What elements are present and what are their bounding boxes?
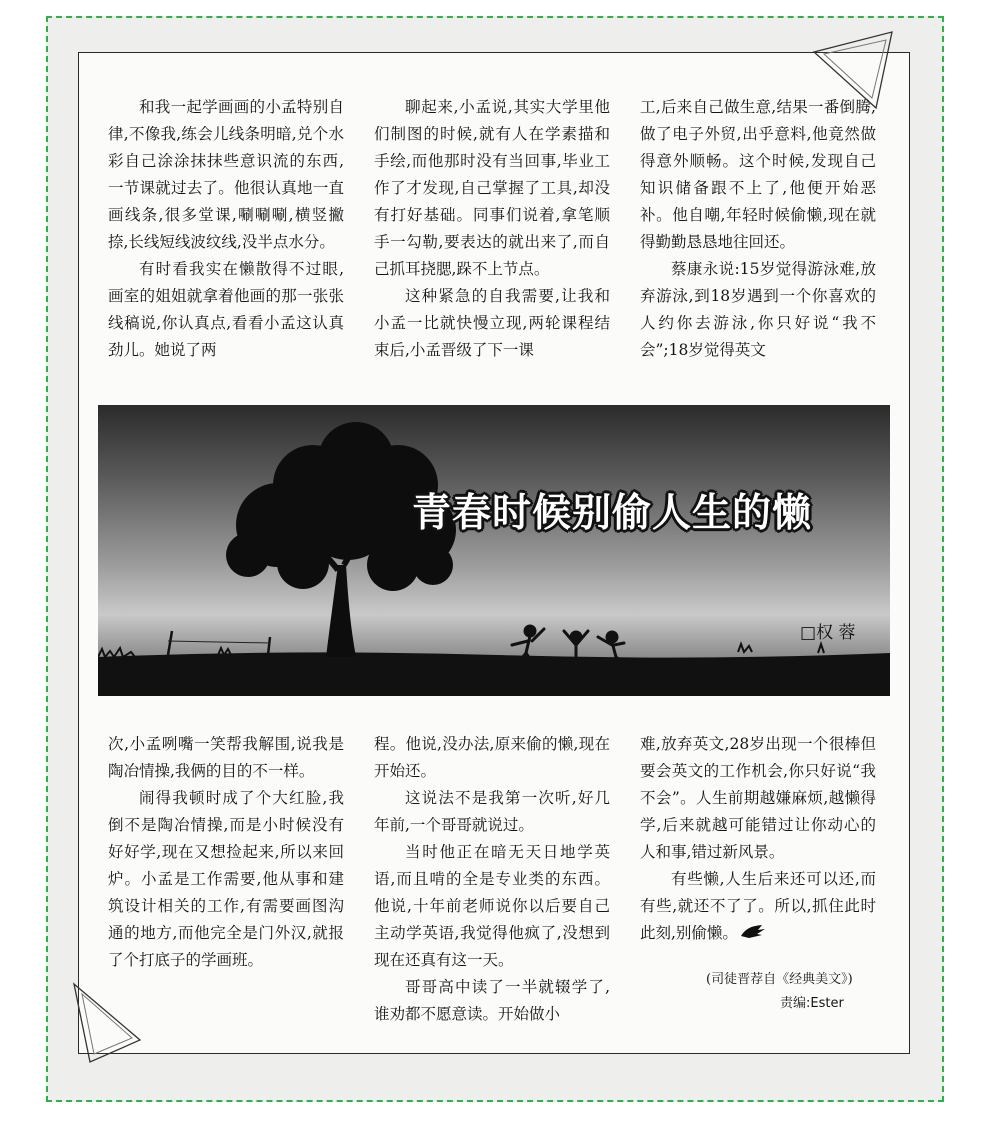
paragraph: 闹得我顿时成了个大红脸,我倒不是陶冶情操,而是小时候没有好好学,现在又想捡起来,所以来回炉。小孟是工作需要,他从事和建筑设计相关的工作,有需要画图沟通的地方,而他完全是门外汉,就报了个打底子的学画班。: [108, 789, 344, 969]
paragraph: 工,后来自己做生意,结果一番倒腾,做了电子外贸,出乎意料,他竟然做得意外顺畅。这个时候,发现自己知识储备跟不上了,他便开始恶补。他自嘲,年轻时候偷懒,现在就得勤勤恳恳地往回还。: [640, 98, 876, 251]
source-note: (司徒晋荐自《经典美文》): [706, 972, 853, 987]
closing-text: 有些懒,人生后来还可以还,而有些,就还不了了。所以,抓住此时此刻,别偷懒。: [640, 870, 876, 942]
author-name: 权 蓉: [816, 623, 856, 643]
paragraph: 这种紧急的自我需要,让我和小孟一比就快慢立现,两轮课程结束后,小孟晋级了下一课: [374, 287, 610, 359]
paragraph: 次,小孟咧嘴一笑帮我解围,说我是陶冶情操,我俩的目的不一样。: [108, 735, 344, 780]
dashed-border: [46, 16, 944, 1102]
article-title: 青春时候别偷人生的懒: [412, 491, 813, 536]
author-mark: □: [800, 623, 817, 643]
paragraph: 有时看我实在懒散得不过眼,画室的姐姐就拿着他画的那一张张线稿说,你认真点,看看小孟这认真劲儿。她说了两: [108, 260, 344, 359]
paragraph: 哥哥高中读了一半就辍学了,谁劝都不愿意读。开始做小: [374, 978, 610, 1023]
paragraph: 难,放弃英文,28岁出现一个很棒但要会英文的工作机会,你只好说“我不会”。人生前期越嫌麻烦,越懒得学,后来就越可能错过让你动心的人和事,错过新风景。: [640, 735, 876, 861]
paragraph: 程。他说,没办法,原来偷的懒,现在开始还。: [374, 735, 610, 780]
paragraph: 聊起来,小孟说,其实大学里他们制图的时候,就有人在学素描和手绘,而他那时没有当回事,毕业工作了才发现,自己掌握了工具,却没有打好基础。同事们说着,拿笔顺手一勾勒,要表达的就出来了,而自己抓耳挠腮,跺不上节点。: [374, 98, 610, 278]
paragraph: 这说法不是我第一次听,好几年前,一个哥哥就说过。: [374, 789, 610, 834]
editor-credit: 责编:Ester: [780, 996, 844, 1011]
paragraph: 当时他正在暗无天日地学英语,而且啃的全是专业类的东西。他说,十年前老师说你以后要自己主动学英语,我觉得他疯了,没想到现在还真有这一天。: [374, 843, 610, 969]
paragraph: 和我一起学画画的小孟特别自律,不像我,练会儿线条明暗,兑个水彩自己涂涂抹抹些意识流的东西,一节课就过去了。他很认真地一直画线条,很多堂课,唰唰唰,横竖撇捺,长线短线波纹线,没半点水分。: [108, 98, 344, 251]
paragraph: 蔡康永说:15岁觉得游泳难,放弃游泳,到18岁遇到一个你喜欢的人约你去游泳,你只好说“我不会”;18岁觉得英文: [640, 260, 876, 359]
